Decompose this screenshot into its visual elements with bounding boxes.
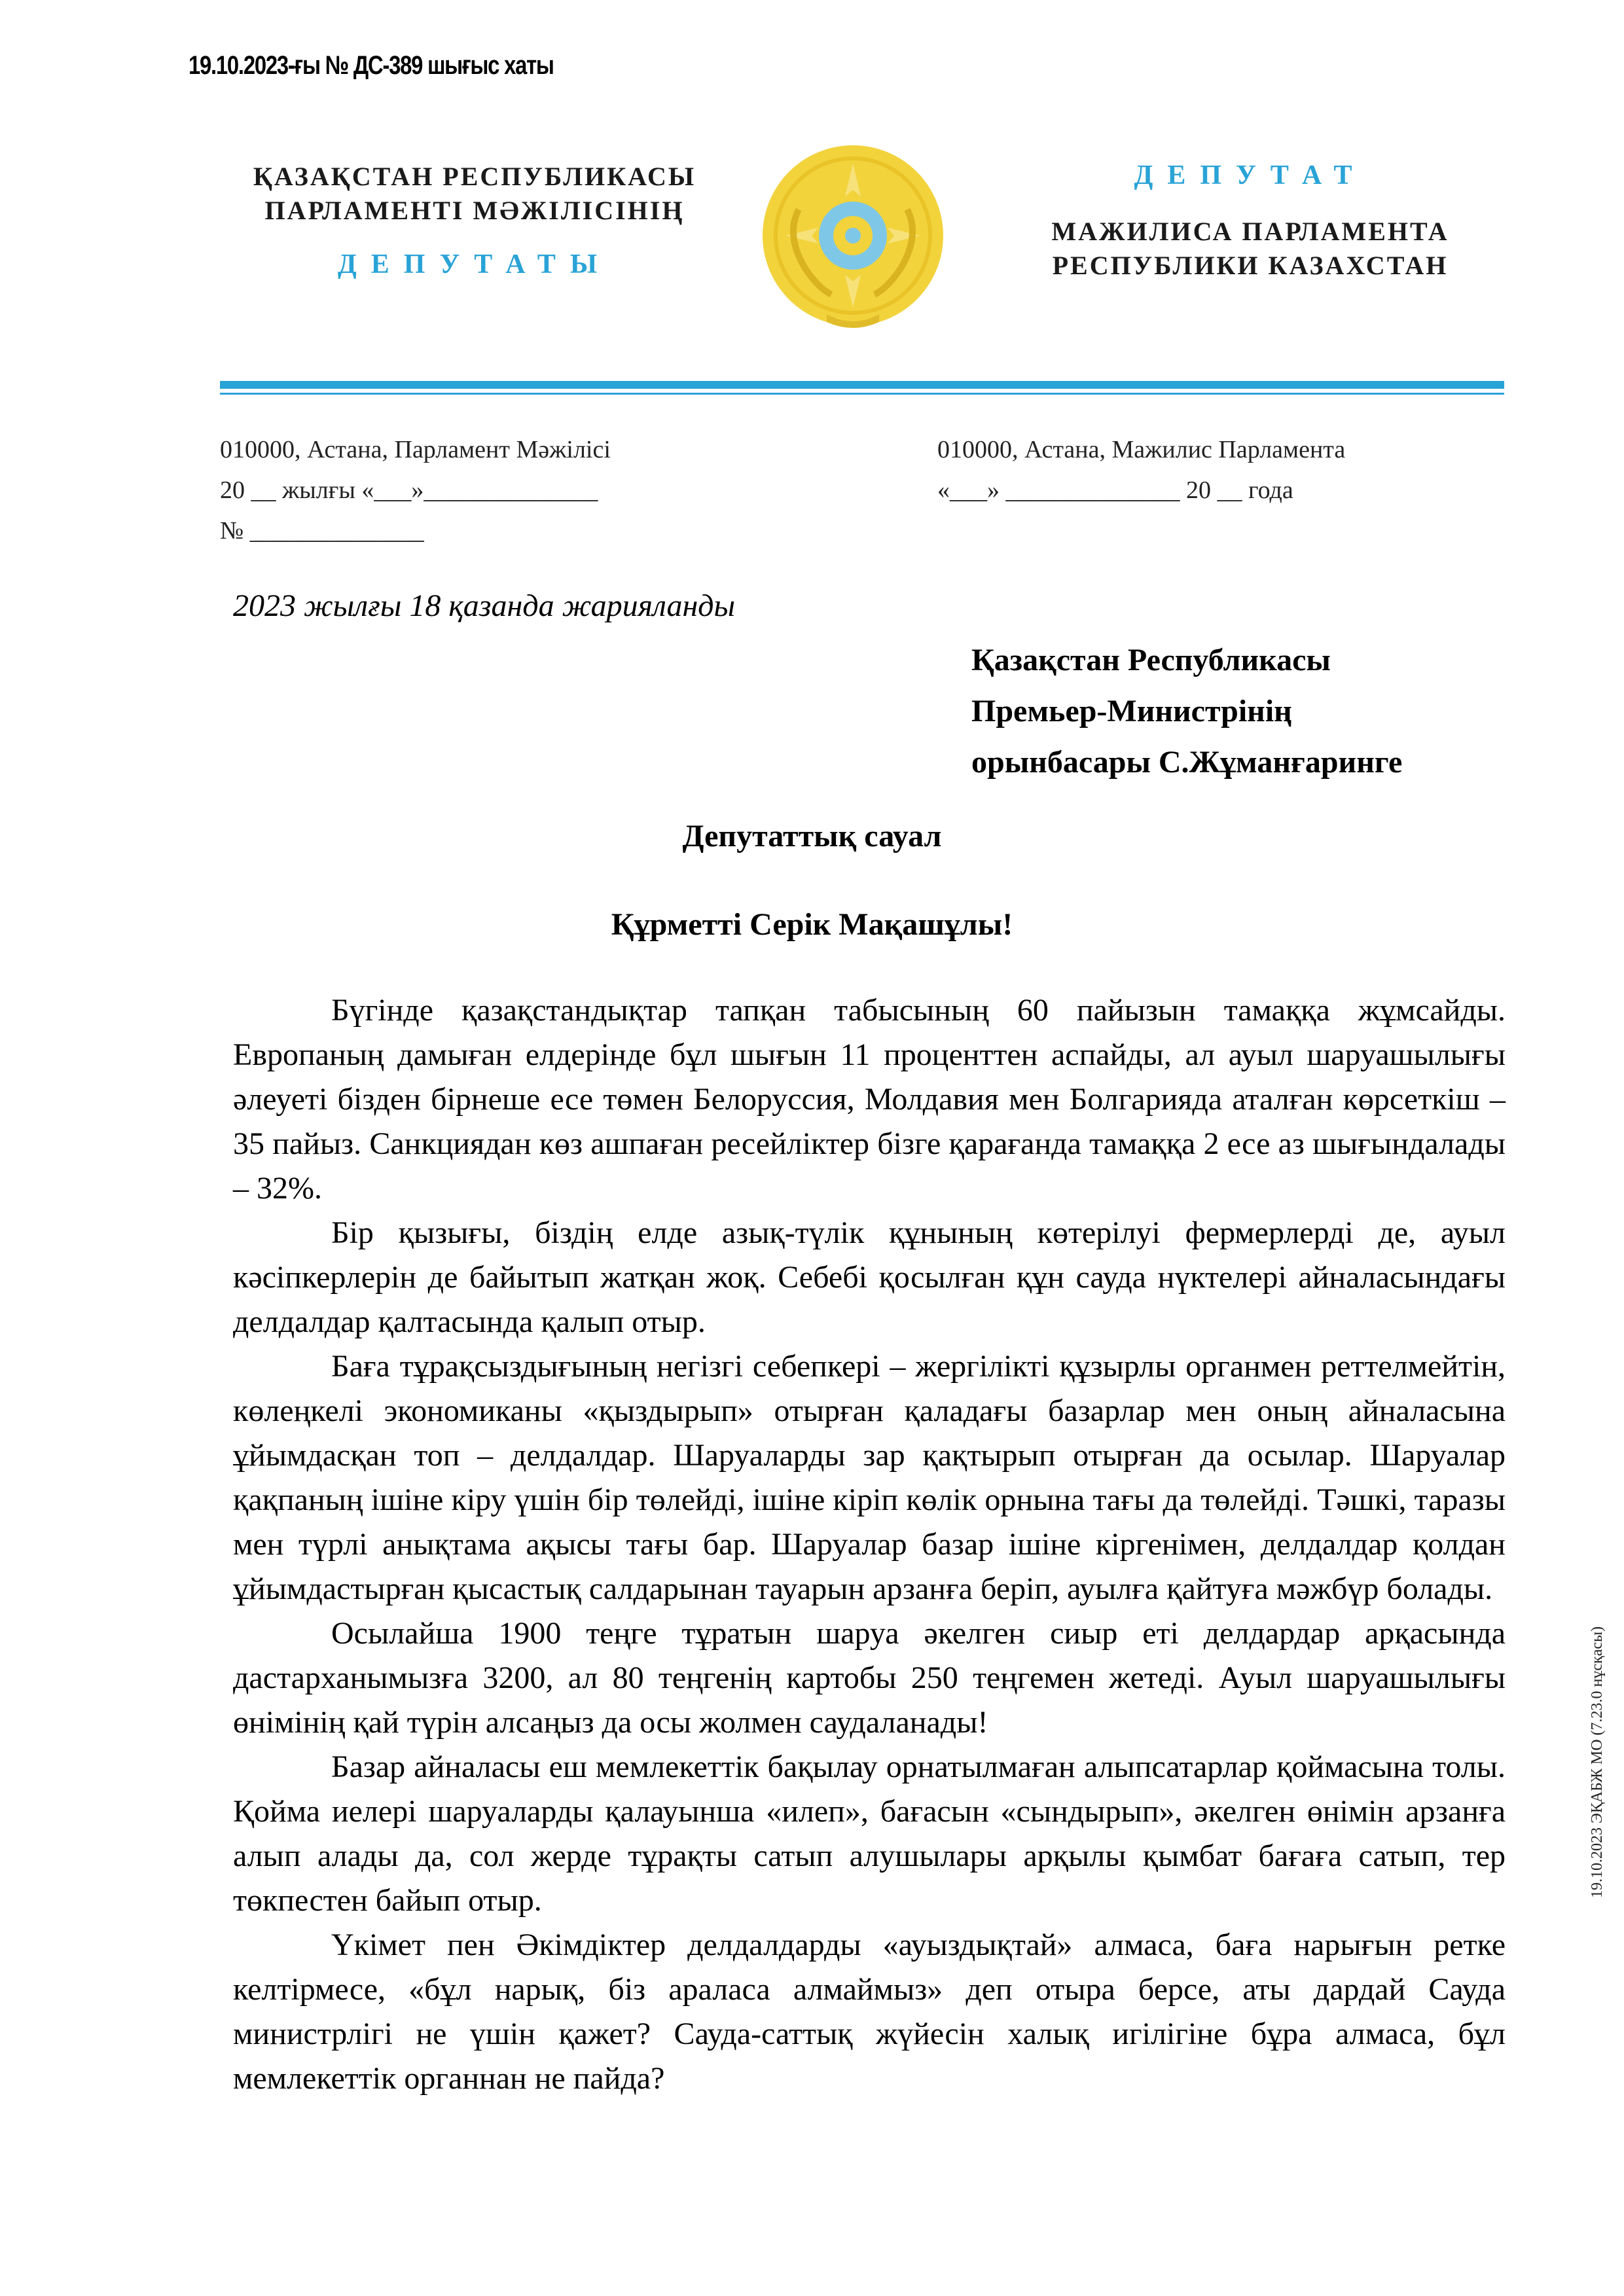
letter-body: [233, 988, 1506, 2101]
kz-address-block: [220, 429, 611, 551]
kz-deputy-title: ДЕПУТАТЫ: [337, 249, 612, 279]
ru-date-line: «___» ______________ 20 __ года: [937, 476, 1293, 504]
published-note: 2023 жылғы 18 қазанда жарияланды: [233, 588, 736, 623]
header-rule-thick: [220, 381, 1504, 389]
kz-org-line2: ПАРЛАМЕНТІ МӘЖІЛІСІНІҢ: [264, 196, 685, 225]
body-paragraph: Бір қызығы, біздің елде азық-түлік құнының көтерілуі фермерлерді де, ауыл кәсіпкерлерін де байытып жатқан жоқ. Себебі қосылған құн сауда нүктелері айналасындағы делдалдар қалтасында қалып отыр.: [233, 1215, 1506, 1339]
recipient-line2: Премьер-Министрінің: [971, 694, 1292, 728]
kz-number-line: № ______________: [220, 517, 424, 545]
ru-address-block: [937, 429, 1345, 511]
ru-organization-name: [982, 215, 1519, 283]
ru-address-line: 010000, Астана, Мажилис Парламента: [937, 436, 1346, 463]
ru-org-line2: РЕСПУБЛИКИ КАЗАХСТАН: [1052, 251, 1449, 280]
recipient-line1: Қазақстан Республикасы: [971, 643, 1331, 677]
ru-org-line1: МАЖИЛИСА ПАРЛАМЕНТА: [1051, 217, 1449, 246]
body-paragraph: Осылайша 1900 теңге тұратын шаруа әкелген сиыр еті делдардар арқасында дастарханымызға 3200, ал 80 теңгенің картобы 250 теңгемен жетеді. Ауыл шаруашылығы өнімінің қай түрін алсаңыз да осы жолмен саудаланады!: [233, 1616, 1506, 1740]
ru-deputy-title: ДЕПУТАТ: [1134, 160, 1367, 190]
document-title: Депутаттық сауал: [682, 819, 942, 853]
state-emblem-icon: [759, 137, 947, 334]
kz-date-line: 20 __ жылғы «___»______________: [220, 476, 598, 504]
body-paragraph: Базар айналасы еш мемлекеттік бақылау орнатылмаған алыпсатарлар қоймасына толы. Қойма иелері шаруаларды қалауынша «илеп», бағасын «сындырып», әкелген өнімін арзанға алып алады да, сол жерде тұрақты сатып алушылары арқылы қымбат бағаға сатып, тер төкпестен байып отыр.: [233, 1749, 1506, 1918]
body-paragraph: Бүгінде қазақстандықтар тапқан табысының 60 пайызын тамаққа жұмсайды. Европаның дамыған елдерінде бұл шығын 11 проценттен аспайды, ал ауыл шаруашылығы әлеуеті бізден бірнеше есе төмен Белоруссия, Молдавия мен Болгарияда аталған көрсеткіш – 35 пайыз. Санкциядан көз ашпаған ресейліктер бізге қарағанда тамаққа 2 есе аз шығындалады – 32%.: [233, 993, 1506, 1206]
outgoing-letter-number: 19.10.2023-ғы № ДС-389 шығыс хаты: [189, 51, 554, 80]
header-rule-thin: [220, 393, 1504, 395]
recipient-block: [971, 635, 1402, 788]
side-registration-note: 19.10.2023 ЭҚАБЖ МО (7.23.0 нұсқасы): [1589, 1626, 1606, 1898]
recipient-line3: орынбасары С.Жұманғаринге: [971, 745, 1403, 780]
salutation: Құрметті Серік Мақашұлы!: [611, 907, 1013, 942]
kz-organization-name: [216, 160, 733, 228]
kz-address-line: 010000, Астана, Парламент Мәжілісі: [220, 436, 611, 463]
kz-org-line1: ҚАЗАҚСТАН РЕСПУБЛИКАСЫ: [253, 162, 696, 191]
body-paragraph: Баға тұрақсыздығының негізгі себепкері – жергілікті құзырлы органмен реттелмейтін, көлеңкелі экономиканы «қыздырып» отырған қаладағы базарлар мен оның айналасына ұйымдасқан топ – делдалдар. Шаруаларды зар қақтырып отырған да осылар. Шаруалар қақпаның ішіне кіру үшін бір төлейді, ішіне кіріп көлік орнына тағы да төлейді. Тәшкі, таразы мен түрлі анықтама ақысы тағы бар. Шаруалар базар ішіне кіргенімен, делдалдар қолдан ұйымдастырған қысастық салдарынан тауарын арзанға беріп, ауылға қайтуға мәжбүр болады.: [233, 1349, 1506, 1606]
body-paragraph: Үкімет пен Әкімдіктер делдалдарды «ауыздықтай» алмаса, баға нарығын ретке келтірмесе, «бұл нарық, біз араласа алмаймыз» деп отыра берсе, аты дардай Сауда министрлігі не үшін қажет? Сауда-саттық жүйесін халық игілігіне бұра алмаса, бұл мемлекеттік органнан не пайда?: [233, 1928, 1506, 2096]
